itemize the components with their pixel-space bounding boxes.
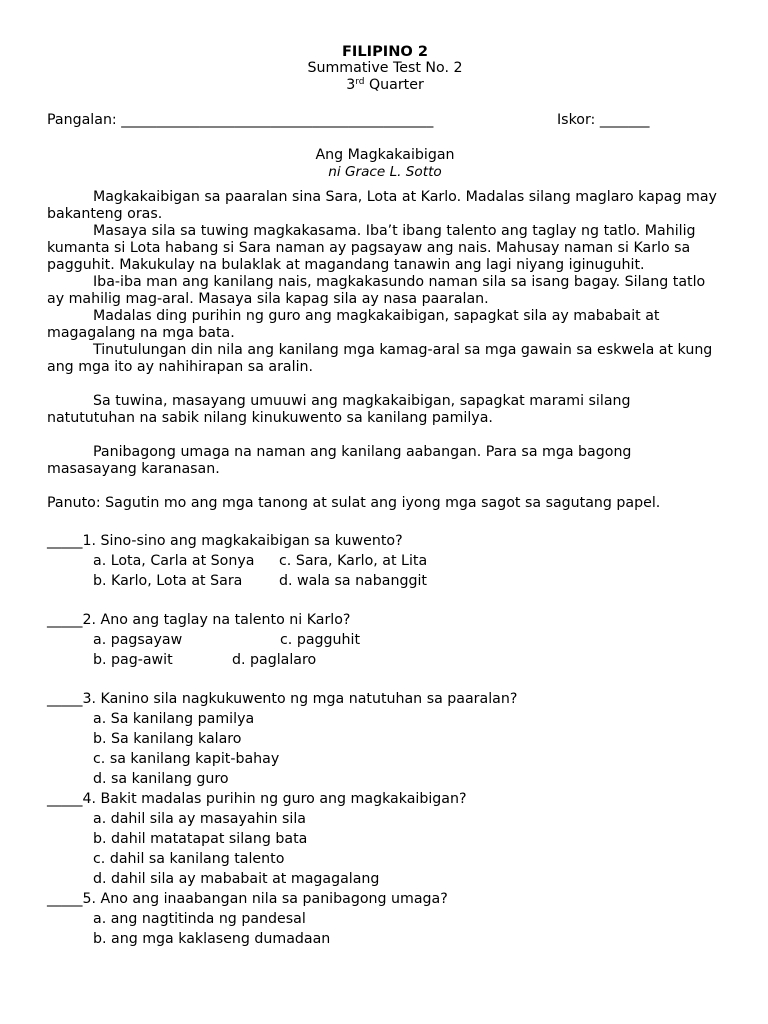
options-row <box>47 769 723 789</box>
options-row <box>47 551 723 571</box>
spacer <box>47 591 723 610</box>
options-row <box>47 709 723 729</box>
story-paragraph: Madalas ding purihin ng guro ang magkakaibigan, sapagkat sila ay mababait at magagalang na mga bata. <box>47 308 660 341</box>
question-3: _____3. Kanino sila nagkukuwento ng mga natutuhan sa paaralan? <box>47 691 518 707</box>
option-5a[interactable]: a. ang nagtitinda ng pandesal <box>93 911 306 927</box>
option-4d[interactable]: d. dahil sila ay mababait at magagalang <box>93 871 380 887</box>
options-row <box>47 650 723 670</box>
story-paragraph: Masaya sila sa tuwing magkakasama. Iba’t ibang talento ang taglay ng tatlo. Mahilig kumanta si Lota habang si Sara naman ay pagsayaw ang nais. Mahusay naman si Karlo sa pagguhit. Makukulay na bulaklak at magandang tanawin ang lagi niyang iginuguhit. <box>47 223 696 273</box>
test-title: FILIPINO 2 <box>341 43 429 60</box>
option-3d[interactable]: d. sa kanilang guro <box>93 771 229 787</box>
question-4: _____4. Bakit madalas purihin ng guro ang magkakaibigan? <box>47 791 467 807</box>
test-page <box>47 43 723 949</box>
story-author: ni Grace L. Sotto <box>328 164 442 180</box>
option-1b[interactable]: b. Karlo, Lota at Sara <box>93 573 243 589</box>
spacer <box>47 512 723 531</box>
question-1: _____1. Sino-sino ang magkakaibigan sa kuwento? <box>47 533 403 549</box>
quarter-number: 3 <box>346 77 356 93</box>
story-title: Ang Magkakaibigan <box>315 147 455 163</box>
options-row <box>47 571 723 591</box>
option-4b[interactable]: b. dahil matatapat silang bata <box>93 831 308 847</box>
student-info-row <box>47 112 723 129</box>
options-row <box>47 729 723 749</box>
option-4c[interactable]: c. dahil sa kanilang talento <box>93 851 285 867</box>
option-4a[interactable]: a. dahil sila ay masayahin sila <box>93 811 306 827</box>
spacer <box>47 427 723 444</box>
story-body <box>47 189 723 478</box>
instructions: Panuto: Sagutin mo ang mga tanong at sulat ang iyong mga sagot sa sagutang papel. <box>47 495 661 511</box>
options-row <box>47 929 723 949</box>
option-5b[interactable]: b. ang mga kaklaseng dumadaan <box>93 931 331 947</box>
score-field[interactable]: Iskor: _______ <box>557 112 650 128</box>
quarter-ordinal: rd <box>355 77 365 87</box>
quarter-label <box>47 77 723 94</box>
spacer <box>47 670 723 689</box>
story-paragraph: Tinutulungan din nila ang kanilang mga kamag-aral sa mga gawain sa eskwela at kung ang mga ito ay nahihirapan sa aralin. <box>47 342 713 375</box>
options-row <box>47 630 723 650</box>
name-field[interactable]: Pangalan: ____________________________________________ <box>47 112 434 128</box>
story-paragraph: Panibagong umaga na naman ang kanilang aabangan. Para sa mga bagong masasayang karanasan. <box>47 444 632 477</box>
story-paragraph: Iba-iba man ang kanilang nais, magkakasundo naman sila sa isang bagay. Silang tatlo ay mahilig mag-aral. Masaya sila kapag sila ay nasa paaralan. <box>47 274 706 307</box>
options-row <box>47 829 723 849</box>
question-2: _____2. Ano ang taglay na talento ni Karlo? <box>47 612 351 628</box>
option-1c[interactable]: c. Sara, Karlo, at Lita <box>279 553 428 569</box>
option-1d[interactable]: d. wala sa nabanggit <box>279 573 427 589</box>
spacer <box>47 376 723 393</box>
story-paragraph: Sa tuwina, masayang umuuwi ang magkakaibigan, sapagkat marami silang natututuhan na sabik nilang kinukuwento sa kanilang pamilya. <box>47 393 631 426</box>
option-1a[interactable]: a. Lota, Carla at Sonya <box>93 553 255 569</box>
option-3c[interactable]: c. sa kanilang kapit-bahay <box>93 751 280 767</box>
test-subtitle: Summative Test No. 2 <box>307 60 463 76</box>
options-row <box>47 809 723 829</box>
option-2a[interactable]: a. pagsayaw <box>93 632 183 648</box>
options-row <box>47 909 723 929</box>
options-row <box>47 849 723 869</box>
option-3b[interactable]: b. Sa kanilang kalaro <box>93 731 242 747</box>
option-2d[interactable]: d. paglalaro <box>232 652 317 668</box>
option-2c[interactable]: c. pagguhit <box>280 632 361 648</box>
options-row <box>47 869 723 889</box>
option-2b[interactable]: b. pag-awit <box>93 652 173 668</box>
question-5: _____5. Ano ang inaabangan nila sa panibagong umaga? <box>47 891 448 907</box>
story-paragraph: Magkakaibigan sa paaralan sina Sara, Lota at Karlo. Madalas silang maglaro kapag may bakanteng oras. <box>47 189 717 222</box>
options-row <box>47 749 723 769</box>
option-3a[interactable]: a. Sa kanilang pamilya <box>93 711 255 727</box>
quarter-word: Quarter <box>364 77 424 93</box>
